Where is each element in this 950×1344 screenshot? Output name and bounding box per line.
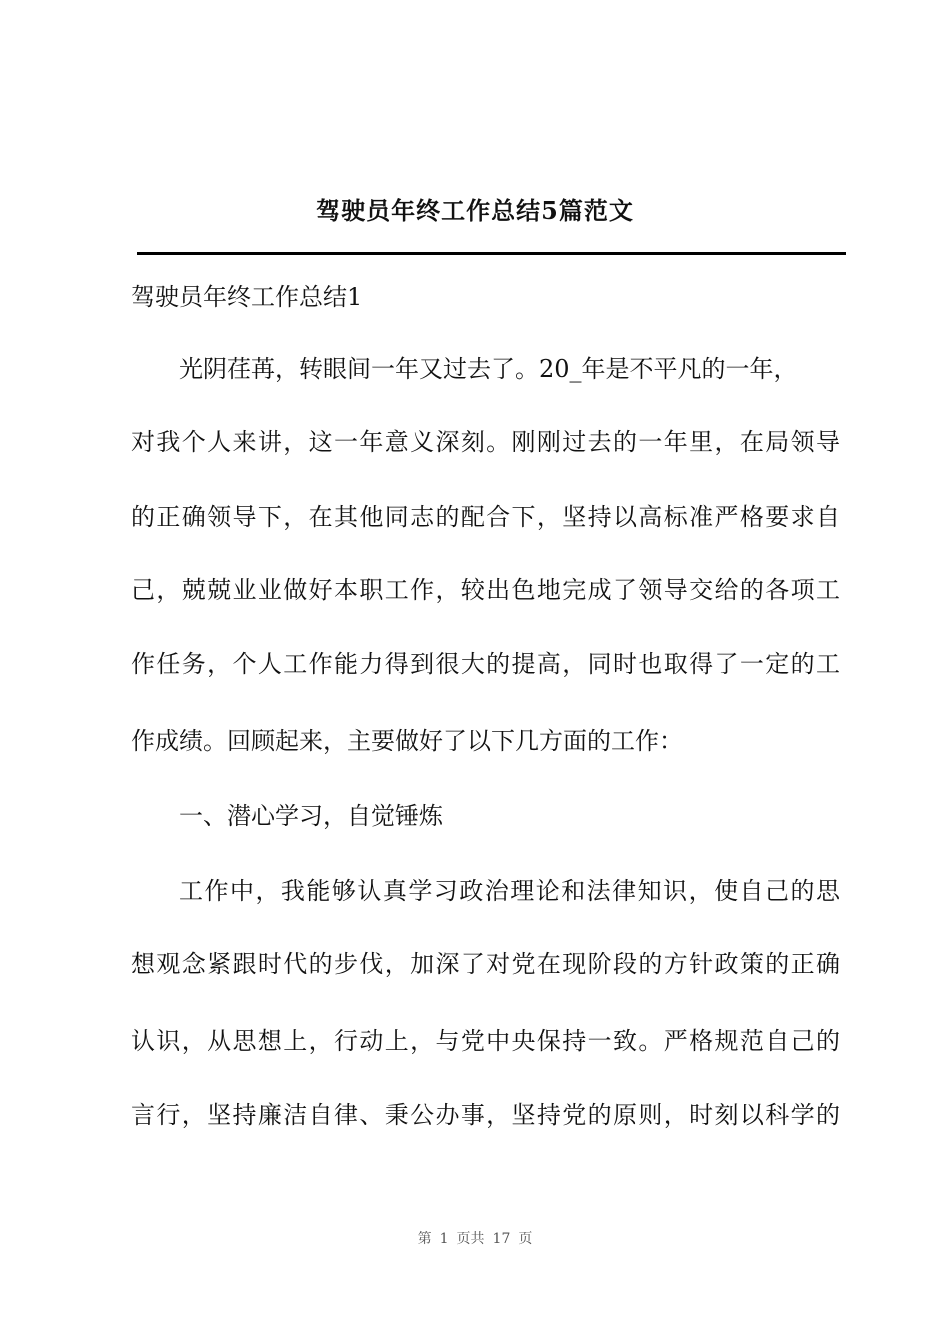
paragraph-line: 的正确领导下，在其他同志的配合下，坚持以高标准严格要求自 xyxy=(131,503,840,531)
footer-middle: 页共 xyxy=(456,1231,485,1247)
page-footer xyxy=(0,1229,950,1249)
paragraph-line: 工作中，我能够认真学习政治理论和法律知识，使自己的思 xyxy=(179,877,840,905)
paragraph-line: 作任务，个人工作能力得到很大的提高，同时也取得了一定的工 xyxy=(131,650,840,678)
document-title: 驾驶员年终工作总结5篇范文 xyxy=(316,196,634,225)
footer-current-page: 1 xyxy=(439,1231,449,1247)
paragraph-line: 对我个人来讲，这一年意义深刻。刚刚过去的一年里，在局领导 xyxy=(131,428,840,456)
footer-total-pages: 17 xyxy=(492,1231,511,1247)
paragraph-line: 认识，从思想上，行动上，与党中央保持一致。严格规范自己的 xyxy=(131,1027,840,1055)
paragraph-line: 言行，坚持廉洁自律、秉公办事，坚持党的原则，时刻以科学的 xyxy=(131,1101,840,1129)
paragraph-line: 想观念紧跟时代的步伐，加深了对党在现阶段的方针政策的正确 xyxy=(131,950,840,978)
footer-prefix: 第 xyxy=(417,1231,432,1247)
title-underline xyxy=(137,252,846,255)
section-heading: 驾驶员年终工作总结1 xyxy=(131,283,363,311)
subsection-heading: 一、潜心学习，自觉锤炼 xyxy=(179,802,443,830)
paragraph-line: 己，兢兢业业做好本职工作，较出色地完成了领导交给的各项工 xyxy=(131,576,840,604)
paragraph-line: 光阴荏苒，转眼间一年又过去了。20_年是不平凡的一年， xyxy=(179,355,798,383)
paragraph-line: 作成绩。回顾起来，主要做好了以下几方面的工作： xyxy=(131,727,683,755)
footer-suffix: 页 xyxy=(518,1231,533,1247)
